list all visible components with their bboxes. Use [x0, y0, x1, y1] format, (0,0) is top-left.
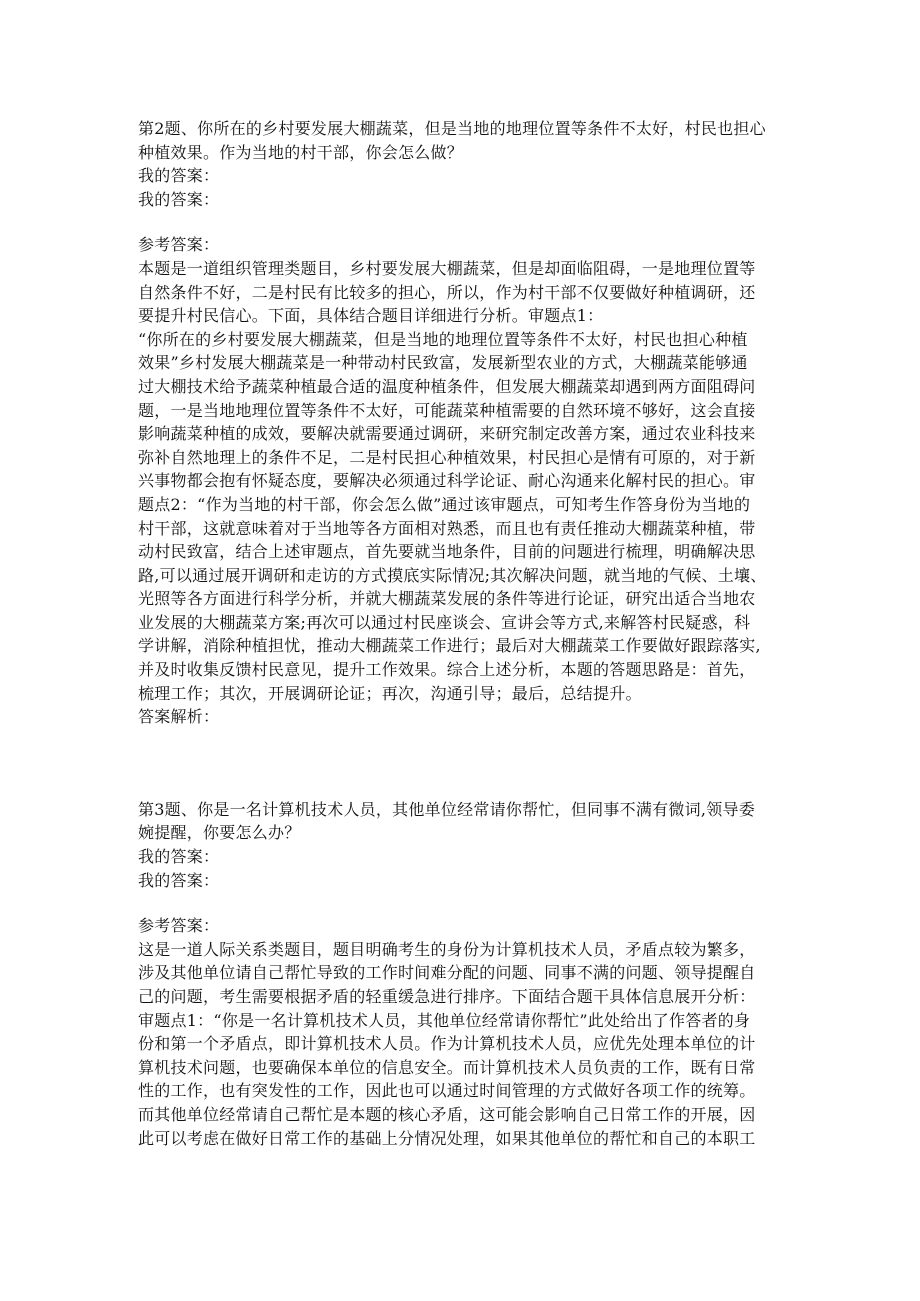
my-answer-label: 我的答案： — [138, 847, 220, 867]
answer-line: 性的工作，也有突发性的工作，因此也可以通过时间管理的方式做好各项工作的统筹。 — [138, 1081, 756, 1101]
answer-line: 本题是一道组织管理类题目，乡村要发展大棚蔬菜，但是却面临阻碍，一是地理位置等 — [138, 258, 756, 278]
answer-line: 而其他单位经常请自己帮忙是本题的核心矛盾，这可能会影响自己日常工作的开展，因 — [138, 1104, 756, 1124]
my-answer-label: 我的答案： — [138, 870, 220, 890]
answer-line: 份和第一个矛盾点，即计算机技术人员。作为计算机技术人员，应优先处理本单位的计 — [138, 1034, 756, 1054]
question-3-answer-text — [138, 938, 794, 1150]
answer-line: 自然条件不好，二是村民有比较多的担心，所以，作为村干部不仅要做好种植调研，还 — [138, 282, 756, 302]
question-3-section — [138, 798, 794, 1150]
question-2-answer-text — [138, 257, 794, 705]
reference-answer-label: 参考答案： — [138, 916, 220, 936]
question-3-line: 第3题、你是一名计算机技术人员，其他单位经常请你帮忙，但同事不满有微词,领导委 — [138, 799, 756, 819]
answer-line: 过大棚技术给予蔬菜种植最合适的温度种植条件，但发展大棚蔬菜却遇到两方面阻碍问 — [138, 376, 756, 396]
question-3-text — [138, 798, 794, 845]
question-2-line: 种植效果。作为当地的村干部，你会怎么做？ — [138, 142, 464, 162]
my-answer-label: 我的答案： — [138, 189, 220, 209]
answer-line: 并及时收集反馈村民意见，提升工作效果。综合上述分析，本题的答题思路是：首先， — [138, 660, 756, 680]
answer-line: 村干部，这就意味着对于当地等各方面相对熟悉，而且也有责任推动大棚蔬菜种植，带 — [138, 518, 756, 538]
answer-line: 学讲解，消除种植担忧，推动大棚蔬菜工作进行；最后对大棚蔬菜工作要做好跟踪落实, — [138, 636, 761, 656]
answer-line: 路,可以通过展开调研和走访的方式摸底实际情况;其次解决问题，就当地的气候、土壤、 — [138, 565, 767, 585]
answer-line: 梳理工作；其次，开展调研论证；再次，沟通引导；最后，总结提升。 — [138, 683, 642, 703]
answer-analysis-label: 答案解析： — [138, 707, 220, 727]
answer-line: 兴事物都会抱有怀疑态度，要解决必须通过科学论证、耐心沟通来化解村民的担心。审 — [138, 471, 756, 491]
answer-line: 涉及其他单位请自己帮忙导致的工作时间难分配的问题、同事不满的问题、领导提醒自 — [138, 963, 756, 983]
answer-line: 业发展的大棚蔬菜方案;再次可以通过村民座谈会、宣讲会等方式,来解答村民疑惑，科 — [138, 612, 751, 632]
answer-line: 动村民致富，结合上述审题点，首先要就当地条件，目前的问题进行梳理，明确解决思 — [138, 542, 756, 562]
question-3-line: 婉提醒，你要怎么办？ — [138, 823, 301, 843]
answer-line: 弥补自然地理上的条件不足，二是村民担心种植效果，村民担心是情有可原的，对于新 — [138, 447, 756, 467]
answer-line: 题点2：“作为当地的村干部，你会怎么做”通过该审题点，可知考生作答身份为当地的 — [138, 494, 751, 514]
answer-line: 要提升村民信心。下面，具体结合题目详细进行分析。审题点1： — [138, 306, 604, 326]
answer-line: 影响蔬菜种植的成效，要解决就需要通过调研，来研究制定改善方案，通过农业科技来 — [138, 424, 756, 444]
answer-line: 算机技术问题，也要确保本单位的信息安全。而计算机技术人员负责的工作，既有日常 — [138, 1057, 756, 1077]
answer-line: 题，一是当地地理位置等条件不太好，可能蔬菜种植需要的自然环境不够好，这会直接 — [138, 400, 756, 420]
answer-line: 审题点1：“你是一名计算机技术人员，其他单位经常请你帮忙”此处给出了作答者的身 — [138, 1010, 751, 1030]
answer-line: “你所在的乡村要发展大棚蔬菜，但是当地的地理位置等条件不太好，村民也担心种植 — [138, 329, 748, 349]
question-2-line: 第2题、你所在的乡村要发展大棚蔬菜，但是当地的地理位置等条件不太好，村民也担心 — [138, 119, 766, 138]
answer-line: 效果”乡村发展大棚蔬菜是一种带动村民致富，发展新型农业的方式，大棚蔬菜能够通 — [138, 353, 748, 373]
reference-answer-label: 参考答案： — [138, 235, 220, 255]
answer-line: 此可以考虑在做好日常工作的基础上分情况处理，如果其他单位的帮忙和自己的本职工 — [138, 1128, 756, 1148]
question-2-section — [138, 117, 794, 729]
answer-line: 光照等各方面进行科学分析，并就大棚蔬菜发展的条件等进行论证，研究出适合当地农 — [138, 589, 756, 609]
question-2-text — [138, 117, 794, 164]
answer-line: 这是一道人际关系类题目，题目明确考生的身份为计算机技术人员，矛盾点较为繁多， — [138, 939, 756, 959]
answer-line: 己的问题，考生需要根据矛盾的轻重缓急进行排序。下面结合题干具体信息展开分析： — [138, 987, 756, 1006]
document-body — [138, 117, 794, 1150]
my-answer-label: 我的答案： — [138, 166, 220, 186]
